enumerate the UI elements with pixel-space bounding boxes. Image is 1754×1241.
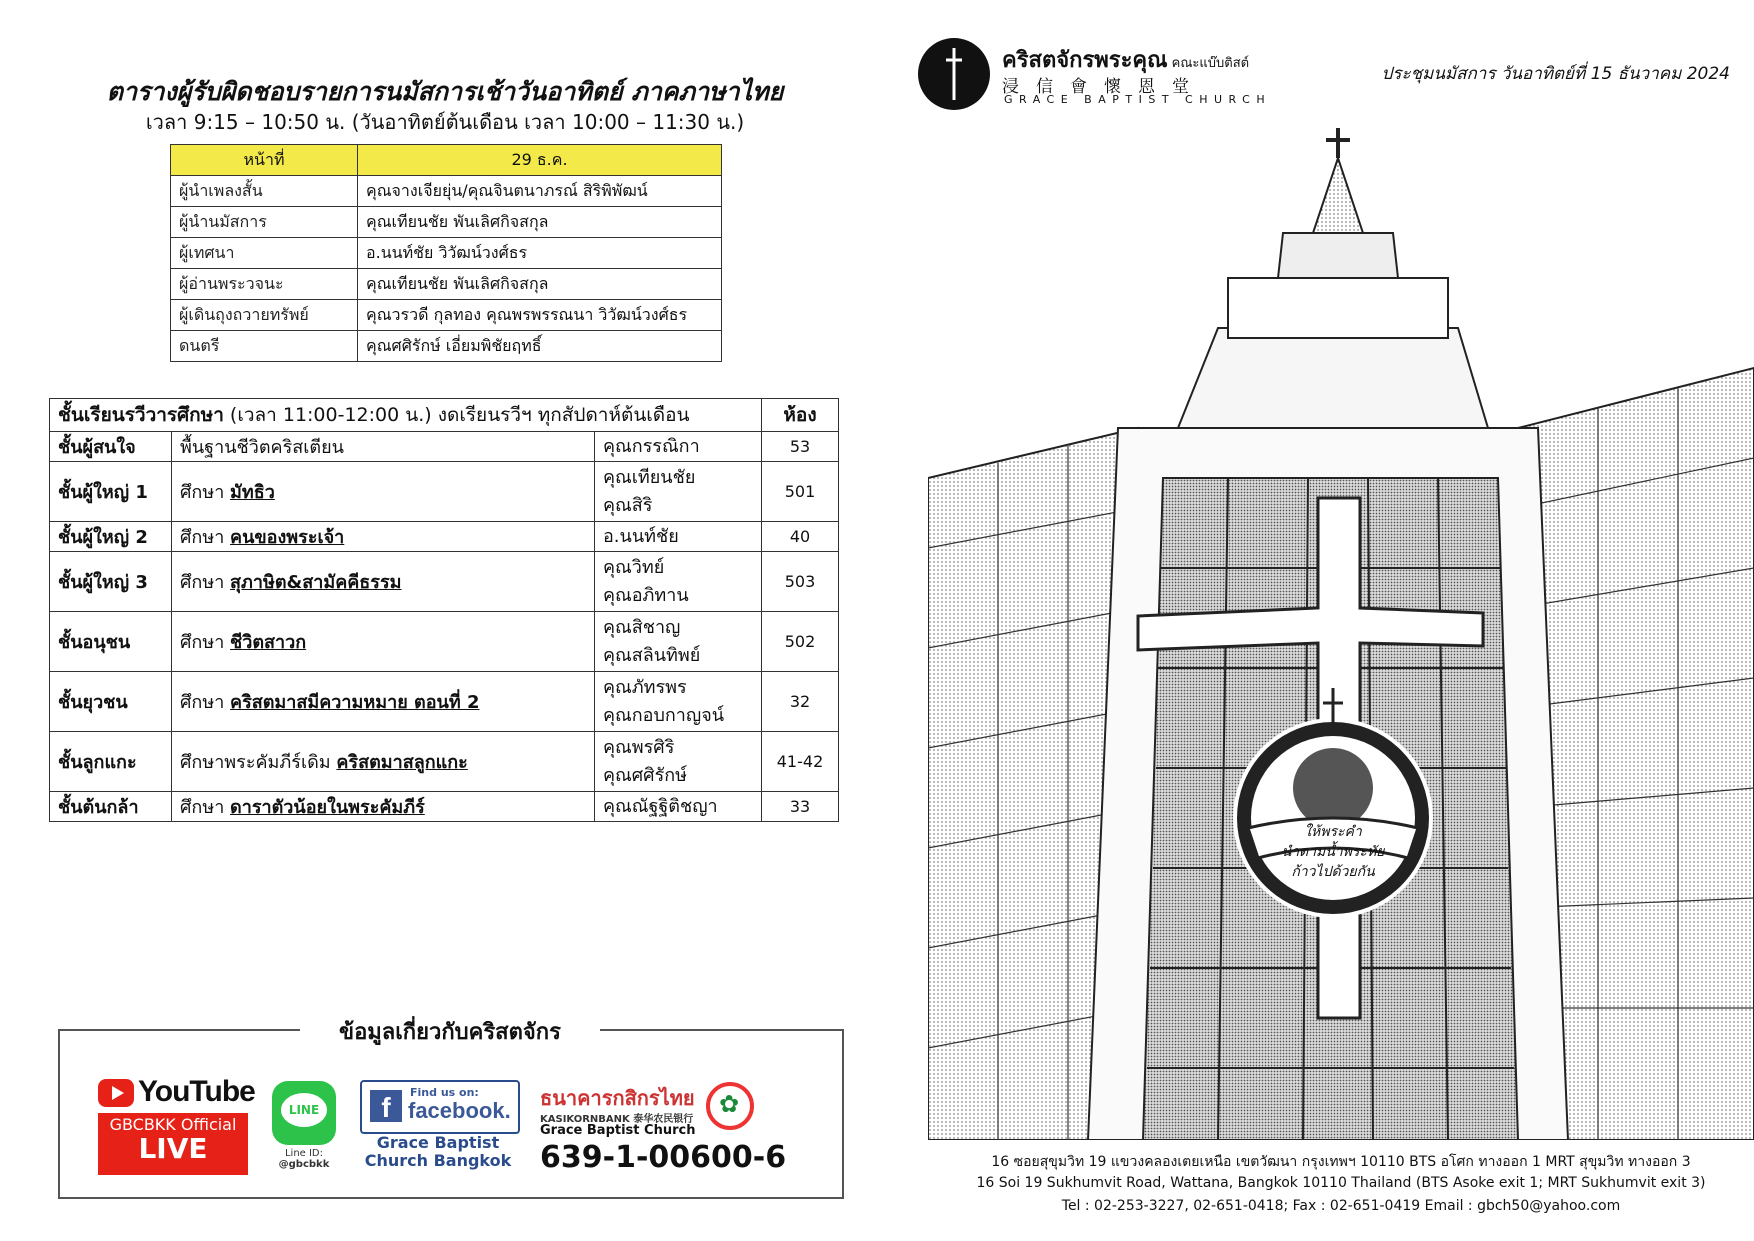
duty-schedule-title: ตารางผู้รับผิดชอบรายการนมัสการเช้าวันอาทิตย์ ภาคภาษาไทย	[106, 77, 784, 106]
duty-person: คุณจางเจียยุ่น/คุณจินตนาภรณ์ สิริพิพัฒน์	[358, 176, 722, 207]
church-info-title: ข้อมูลเกี่ยวกับคริสตจักร	[300, 1014, 600, 1049]
youtube-live-label: LIVE	[138, 1132, 208, 1165]
teacher-name: คุณสิชาญ	[603, 616, 681, 638]
class-topic-prefix: ศึกษา	[180, 797, 231, 818]
class-topic-prefix: ศึกษา	[180, 482, 231, 503]
youtube-live-box	[98, 1113, 248, 1175]
class-topic	[172, 732, 595, 792]
class-room: 40	[762, 522, 839, 552]
duty-role: ผู้นำนมัสการ	[171, 207, 358, 238]
class-teachers	[595, 522, 762, 552]
duty-person: คุณเทียนชัย พันเลิศกิจสกุล	[358, 207, 722, 238]
address-thai: 16 ซอยสุขุมวิท 19 แขวงคลองเตยเหนือ เขตวัฒนา กรุงเทพฯ 10110 BTS อโศก ทางออก 1 MRT สุขุมวิท ทางออก 3	[991, 1154, 1691, 1170]
class-topic-title: มัทธิว	[230, 482, 275, 503]
line-wordmark: LINE	[281, 1093, 327, 1127]
teacher-name: อ.นนท์ชัย	[603, 525, 679, 547]
table-row	[50, 552, 839, 612]
class-topic-prefix: ศึกษา	[180, 572, 231, 593]
duty-header-date: 29 ธ.ค.	[358, 145, 722, 176]
bank-account-name: Grace Baptist Church	[540, 1123, 696, 1138]
class-teachers	[595, 552, 762, 612]
line-id-label: Line ID:	[284, 1148, 324, 1159]
class-topic-title: คนของพระเจ้า	[230, 527, 345, 548]
bank-account-number: 639-1-00600-6	[540, 1140, 787, 1175]
teacher-name: คุณสลินทิพย์	[603, 644, 701, 666]
line-id-value: @gbcbkk	[278, 1159, 330, 1170]
teacher-name: คุณศศิรักษ์	[603, 764, 688, 786]
class-topic-prefix: พื้นฐานชีวิตคริสเตียน	[180, 437, 344, 458]
teacher-name: คุณอภิทาน	[603, 584, 689, 606]
class-topic	[172, 612, 595, 672]
teacher-name: คุณวิทย์	[603, 556, 665, 578]
class-header	[50, 399, 762, 432]
class-topic	[172, 792, 595, 822]
class-teachers	[595, 672, 762, 732]
class-topic	[172, 522, 595, 552]
duty-table	[170, 144, 722, 362]
church-denomination: คณะแบ๊บติสต์	[1167, 56, 1250, 71]
service-time: เวลา 9:15 – 10:50 น. (วันอาทิตย์ต้นเดือน เวลา 10:00 – 11:30 น.)	[145, 110, 745, 134]
sunday-school-table	[49, 398, 839, 822]
class-name: ชั้นอนุชน	[50, 612, 172, 672]
table-row	[171, 238, 722, 269]
class-topic	[172, 672, 595, 732]
youtube-wordmark: YouTube	[138, 1075, 255, 1108]
kasikornbank-logo-icon	[706, 1082, 754, 1130]
church-name-chinese: 浸信會懷恩堂	[1002, 77, 1206, 97]
class-topic-title: ดาราตัวน้อยในพระคัมภีร์	[230, 797, 425, 818]
emblem-text-line3: ก้าวไปด้วยกัน	[1291, 864, 1375, 880]
class-topic-prefix: ศึกษา	[180, 692, 231, 713]
class-teachers	[595, 612, 762, 672]
table-row	[50, 522, 839, 552]
teacher-name: คุณพรศิริ	[603, 736, 675, 758]
teacher-name: คุณสิริ	[603, 494, 653, 516]
church-name-english: GRACE BAPTIST CHURCH	[1004, 93, 1272, 106]
duty-role: ผู้นำเพลงสั้น	[171, 176, 358, 207]
service-date: ประชุมนมัสการ วันอาทิตย์ที่ 15 ธันวาคม 2024	[1381, 64, 1730, 84]
class-header-row	[50, 399, 839, 432]
class-name: ชั้นผู้ใหญ่ 2	[50, 522, 172, 552]
class-header-bold: ชั้นเรียนรวีวารศึกษา	[58, 404, 224, 426]
line-icon[interactable]	[272, 1081, 336, 1145]
duty-person: อ.นนท์ชัย วิวัฒน์วงศ์ธร	[358, 238, 722, 269]
class-name: ชั้นยุวชน	[50, 672, 172, 732]
class-topic	[172, 432, 595, 462]
bank-name-en: KASIKORNBANK 泰华农民银行	[540, 1114, 694, 1125]
class-room: 502	[762, 612, 839, 672]
teacher-name: คุณณัฐฐิติชญา	[603, 795, 718, 817]
facebook-page-name-line1: Grace Baptist	[376, 1133, 500, 1152]
class-name: ชั้นผู้ใหญ่ 3	[50, 552, 172, 612]
class-topic-title: คริสตมาสมีความหมาย ตอนที่ 2	[230, 692, 480, 713]
class-topic	[172, 462, 595, 522]
line-id	[262, 1148, 346, 1170]
table-row	[50, 612, 839, 672]
address-english: 16 Soi 19 Sukhumvit Road, Wattana, Bangkok 10110 Thailand (BTS Asoke exit 1; MRT Sukhumvit exit 3)	[976, 1175, 1706, 1191]
class-name: ชั้นผู้สนใจ	[50, 432, 172, 462]
class-topic-title: สุภาษิต&สามัคคีธรรม	[230, 572, 402, 593]
teacher-name: คุณเทียนชัย	[603, 466, 696, 488]
teacher-name: คุณกรรณิกา	[603, 435, 700, 457]
table-row	[50, 672, 839, 732]
youtube-channel-name: GBCBKK Official	[109, 1115, 237, 1134]
table-row	[171, 269, 722, 300]
youtube-play-icon	[98, 1079, 134, 1107]
duty-role: ผู้อ่านพระวจนะ	[171, 269, 358, 300]
class-header-room: ห้อง	[762, 399, 839, 432]
class-teachers	[595, 792, 762, 822]
bank-name-thai: ธนาคารกสิกรไทย	[540, 1086, 695, 1110]
youtube-live-badge[interactable]	[98, 1075, 255, 1175]
class-topic-prefix: ศึกษาพระคัมภีร์เดิม	[180, 752, 337, 773]
class-name: ชั้นลูกแกะ	[50, 732, 172, 792]
facebook-icon: f	[370, 1090, 402, 1122]
table-row	[50, 462, 839, 522]
table-row	[171, 207, 722, 238]
facebook-wordmark: facebook.	[408, 1098, 511, 1123]
church-building-illustration	[928, 128, 1754, 1140]
table-row	[171, 300, 722, 331]
class-topic-prefix: ศึกษา	[180, 632, 231, 653]
table-row	[171, 176, 722, 207]
emblem-text-line2: นำตามน้ำพระทัย	[1281, 844, 1385, 860]
class-room: 32	[762, 672, 839, 732]
table-row	[50, 792, 839, 822]
cross-icon	[918, 38, 990, 110]
church-cross-logo-icon	[918, 38, 990, 110]
facebook-find-us: Find us on:	[410, 1086, 479, 1099]
class-room: 503	[762, 552, 839, 612]
table-row	[50, 732, 839, 792]
class-room: 53	[762, 432, 839, 462]
duty-role: ผู้เดินถุงถวายทรัพย์	[171, 300, 358, 331]
teacher-name: คุณภัทรพร	[603, 676, 687, 698]
table-row	[50, 432, 839, 462]
class-topic-prefix: ศึกษา	[180, 527, 231, 548]
class-name: ชั้นผู้ใหญ่ 1	[50, 462, 172, 522]
class-room: 41-42	[762, 732, 839, 792]
class-topic-title: ชีวิตสาวก	[230, 632, 307, 653]
class-header-note: (เวลา 11:00-12:00 น.) งดเรียนรวีฯ ทุกสัปดาห์ต้นเดือน	[223, 404, 690, 426]
facebook-badge[interactable]	[360, 1080, 520, 1134]
table-row	[171, 331, 722, 362]
facebook-page-name-line2: Church Bangkok	[364, 1151, 512, 1170]
class-topic	[172, 552, 595, 612]
duty-header-role: หน้าที่	[171, 145, 358, 176]
class-teachers	[595, 432, 762, 462]
duty-role: ดนตรี	[171, 331, 358, 362]
teacher-name: คุณกอบกาญจน์	[603, 704, 725, 726]
church-name-thai-main: คริสตจักรพระคุณ	[1002, 48, 1168, 73]
duty-role: ผู้เทศนา	[171, 238, 358, 269]
duty-header-row	[171, 145, 722, 176]
class-room: 501	[762, 462, 839, 522]
duty-person: คุณวรวดี กุลทอง คุณพรพรรณนา วิวัฒน์วงศ์ธร	[358, 300, 722, 331]
duty-person: คุณเทียนชัย พันเลิศกิจสกุล	[358, 269, 722, 300]
class-topic-title: คริสตมาสลูกแกะ	[336, 752, 468, 773]
facebook-page-name	[356, 1134, 520, 1170]
class-room: 33	[762, 792, 839, 822]
class-teachers	[595, 732, 762, 792]
contact-info: Tel : 02-253-3227, 02-651-0418; Fax : 02-651-0419 Email : gbch50@yahoo.com	[1061, 1198, 1621, 1214]
class-name: ชั้นต้นกล้า	[50, 792, 172, 822]
emblem-text-line1: ให้พระคำ	[1304, 824, 1362, 840]
class-teachers	[595, 462, 762, 522]
duty-person: คุณศศิรักษ์ เอี่ยมพิชัยฤทธิ์	[358, 331, 722, 362]
